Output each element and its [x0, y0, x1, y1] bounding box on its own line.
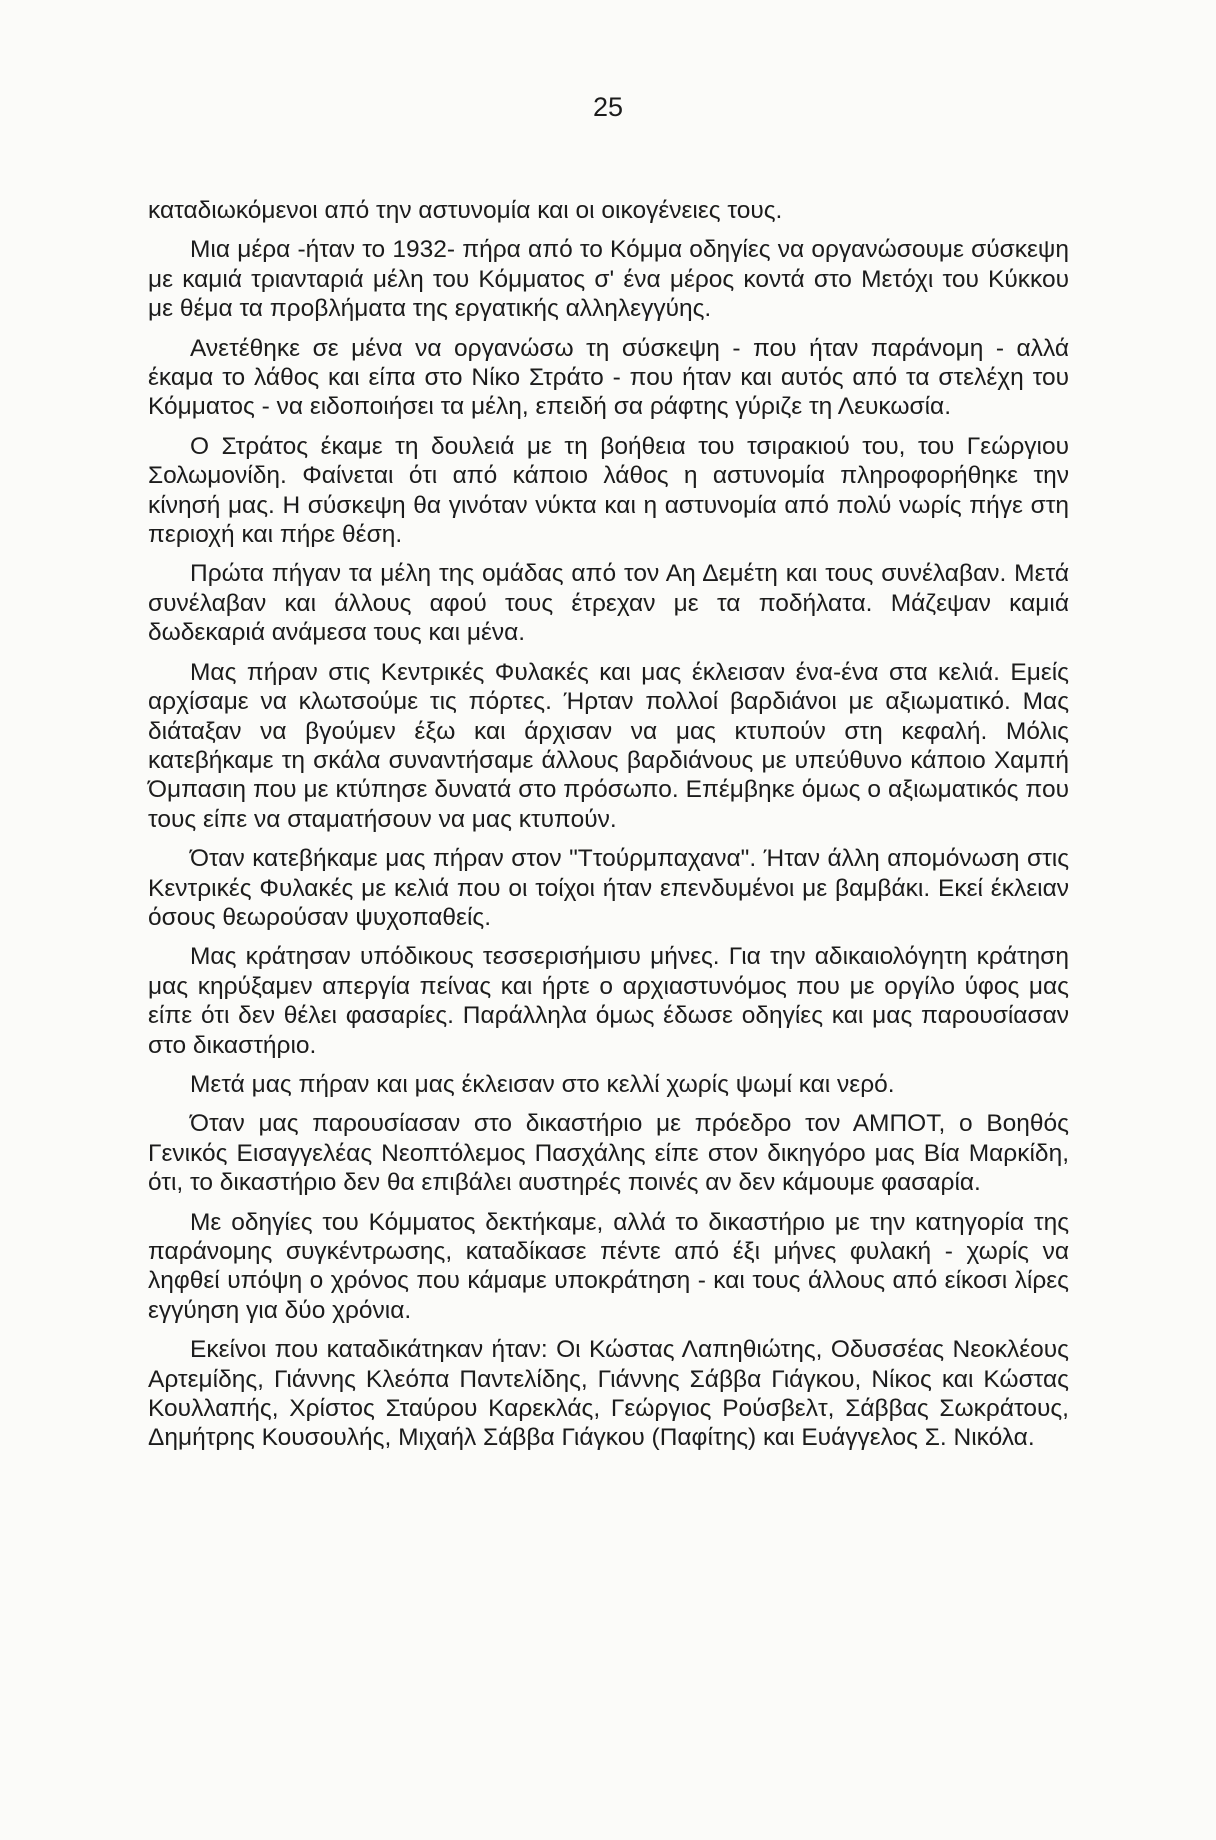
paragraph-8: Μας κράτησαν υπόδικους τεσσερισήμισυ μήνες. Για την αδικαιολόγητη κράτηση μας κηρύξαμεν απεργία πείνας και ήρτε ο αρχιαστυνόμος που με οργίλο ύφος μας είπε ότι δεν θέλει φασαρίες. Παράλληλα όμως έδωσε οδηγίες και μας παρουσίασαν στο δικαστήριο. — [148, 943, 1069, 1059]
body-text — [148, 196, 1069, 1463]
paragraph-9: Μετά μας πήραν και μας έκλεισαν στο κελλί χωρίς ψωμί και νερό. — [190, 1070, 895, 1098]
paragraph-5: Πρώτα πήγαν τα μέλη της ομάδας από τον Αη Δεμέτη και τους συνέλαβαν. Μετά συνέλαβαν και άλλους αφού τους έτρεχαν με τα ποδήλατα. Μάζεψαν καμιά δωδεκαριά ανάμεσα τους και μένα. — [148, 560, 1069, 647]
paragraph-12: Εκείνοι που καταδικάτηκαν ήταν: Οι Κώστας Λαπηθιώτης, Οδυσσέας Νεοκλέους Αρτεμίδης, Γιάννης Κλεόπα Παντελίδης, Γιάννης Σάββα Γιάγκου, Νίκος και Κώστας Κουλλαπής, Χρίστος Σταύρου Καρεκλάς, Γεώργιος Ρούσβελτ, Σάββας Σωκράτους, Δημήτρης Κουσουλής, Μιχαήλ Σάββα Γιάγκου (Παφίτης) και Ευάγγελος Σ. Νικόλα. — [148, 1336, 1069, 1452]
paragraph-1: καταδιωκόμενοι από την αστυνομία και οι οικογένειες τους. — [148, 197, 783, 224]
paragraph-6: Μας πήραν στις Κεντρικές Φυλακές και μας έκλεισαν ένα-ένα στα κελιά. Εμείς αρχίσαμε να κλωτσούμε τις πόρτες. Ήρταν πολλοί βαρδιάνοι με αξιωματικό. Μας διάταξαν να βγούμεν έξω και άρχισαν να μας κτυπούν στη κεφαλή. Μόλις κατεβήκαμε τη σκάλα συναντήσαμε άλλους βαρδιάνους με υπεύθυνο κάποιο Χαμπή Όμπασιη που με κτύπησε δυνατά στο πρόσωπο. Επέμβηκε όμως ο αξιωματικός που τους είπε να σταματήσουν να μας κτυπούν. — [148, 658, 1069, 833]
page-number: 25 — [592, 92, 624, 122]
paragraph-7: Όταν κατεβήκαμε μας πήραν στον "Ττούρμπαχανα". Ήταν άλλη απομόνωση στις Κεντρικές Φυλακές με κελιά που οι τοίχοι ήταν επενδυμένοι με βαμβάκι. Εκεί έκλειαν όσους θεωρούσαν ψυχοπαθείς. — [148, 845, 1069, 931]
paragraph-10: Όταν μας παρουσίασαν στο δικαστήριο με πρόεδρο τον ΑΜΠΟΤ, ο Βοηθός Γενικός Εισαγγελέας Νεοπτόλεμος Πασχάλης είπε στον δικηγόρο μας Βία Μαρκίδη, ότι, το δικαστήριο δεν θα επιβάλει αυστηρές ποινές αν δεν κάμουμε φασαρία. — [148, 1110, 1069, 1197]
paragraph-3: Ανετέθηκε σε μένα να οργανώσω τη σύσκεψη - που ήταν παράνομη - αλλά έκαμα το λάθος και είπα στο Νίκο Στράτο - που ήταν και αυτός από τα στελέχη του Κόμματος - να ειδοποιήσει τα μέλη, επειδή σα ράφτης γύριζε τη Λευκωσία. — [148, 334, 1069, 421]
paragraph-11: Με οδηγίες του Κόμματος δεκτήκαμε, αλλά το δικαστήριο με την κατηγορία της παράνομης συγκέντρωσης, καταδίκασε πέντε από έξι μήνες φυλακή - χωρίς να ληφθεί υπόψη ο χρόνος που κάμαμε υποκράτηση - και τους άλλους από είκοσι λίρες εγγύηση για δύο χρόνια. — [148, 1208, 1069, 1324]
paragraph-4: Ο Στράτος έκαμε τη δουλειά με τη βοήθεια του τσιρακιού του, του Γεώργιου Σολωμονίδη. Φαίνεται ότι από κάποιο λάθος η αστυνομία πληροφορήθηκε την κίνησή μας. Η σύσκεψη θα γινόταν νύκτα και η αστυνομία από πολύ νωρίς πήγε στη περιοχή και πήρε θέση. — [148, 432, 1069, 549]
paragraph-2: Μια μέρα -ήταν το 1932- πήρα από το Κόμμα οδηγίες να οργανώσουμε σύσκεψη με καμιά τριανταριά μέλη του Κόμματος σ' ένα μέρος κοντά στο Μετόχι του Κύκκου με θέμα τα προβλήματα της εργατικής αλληλεγγύης. — [148, 236, 1069, 323]
